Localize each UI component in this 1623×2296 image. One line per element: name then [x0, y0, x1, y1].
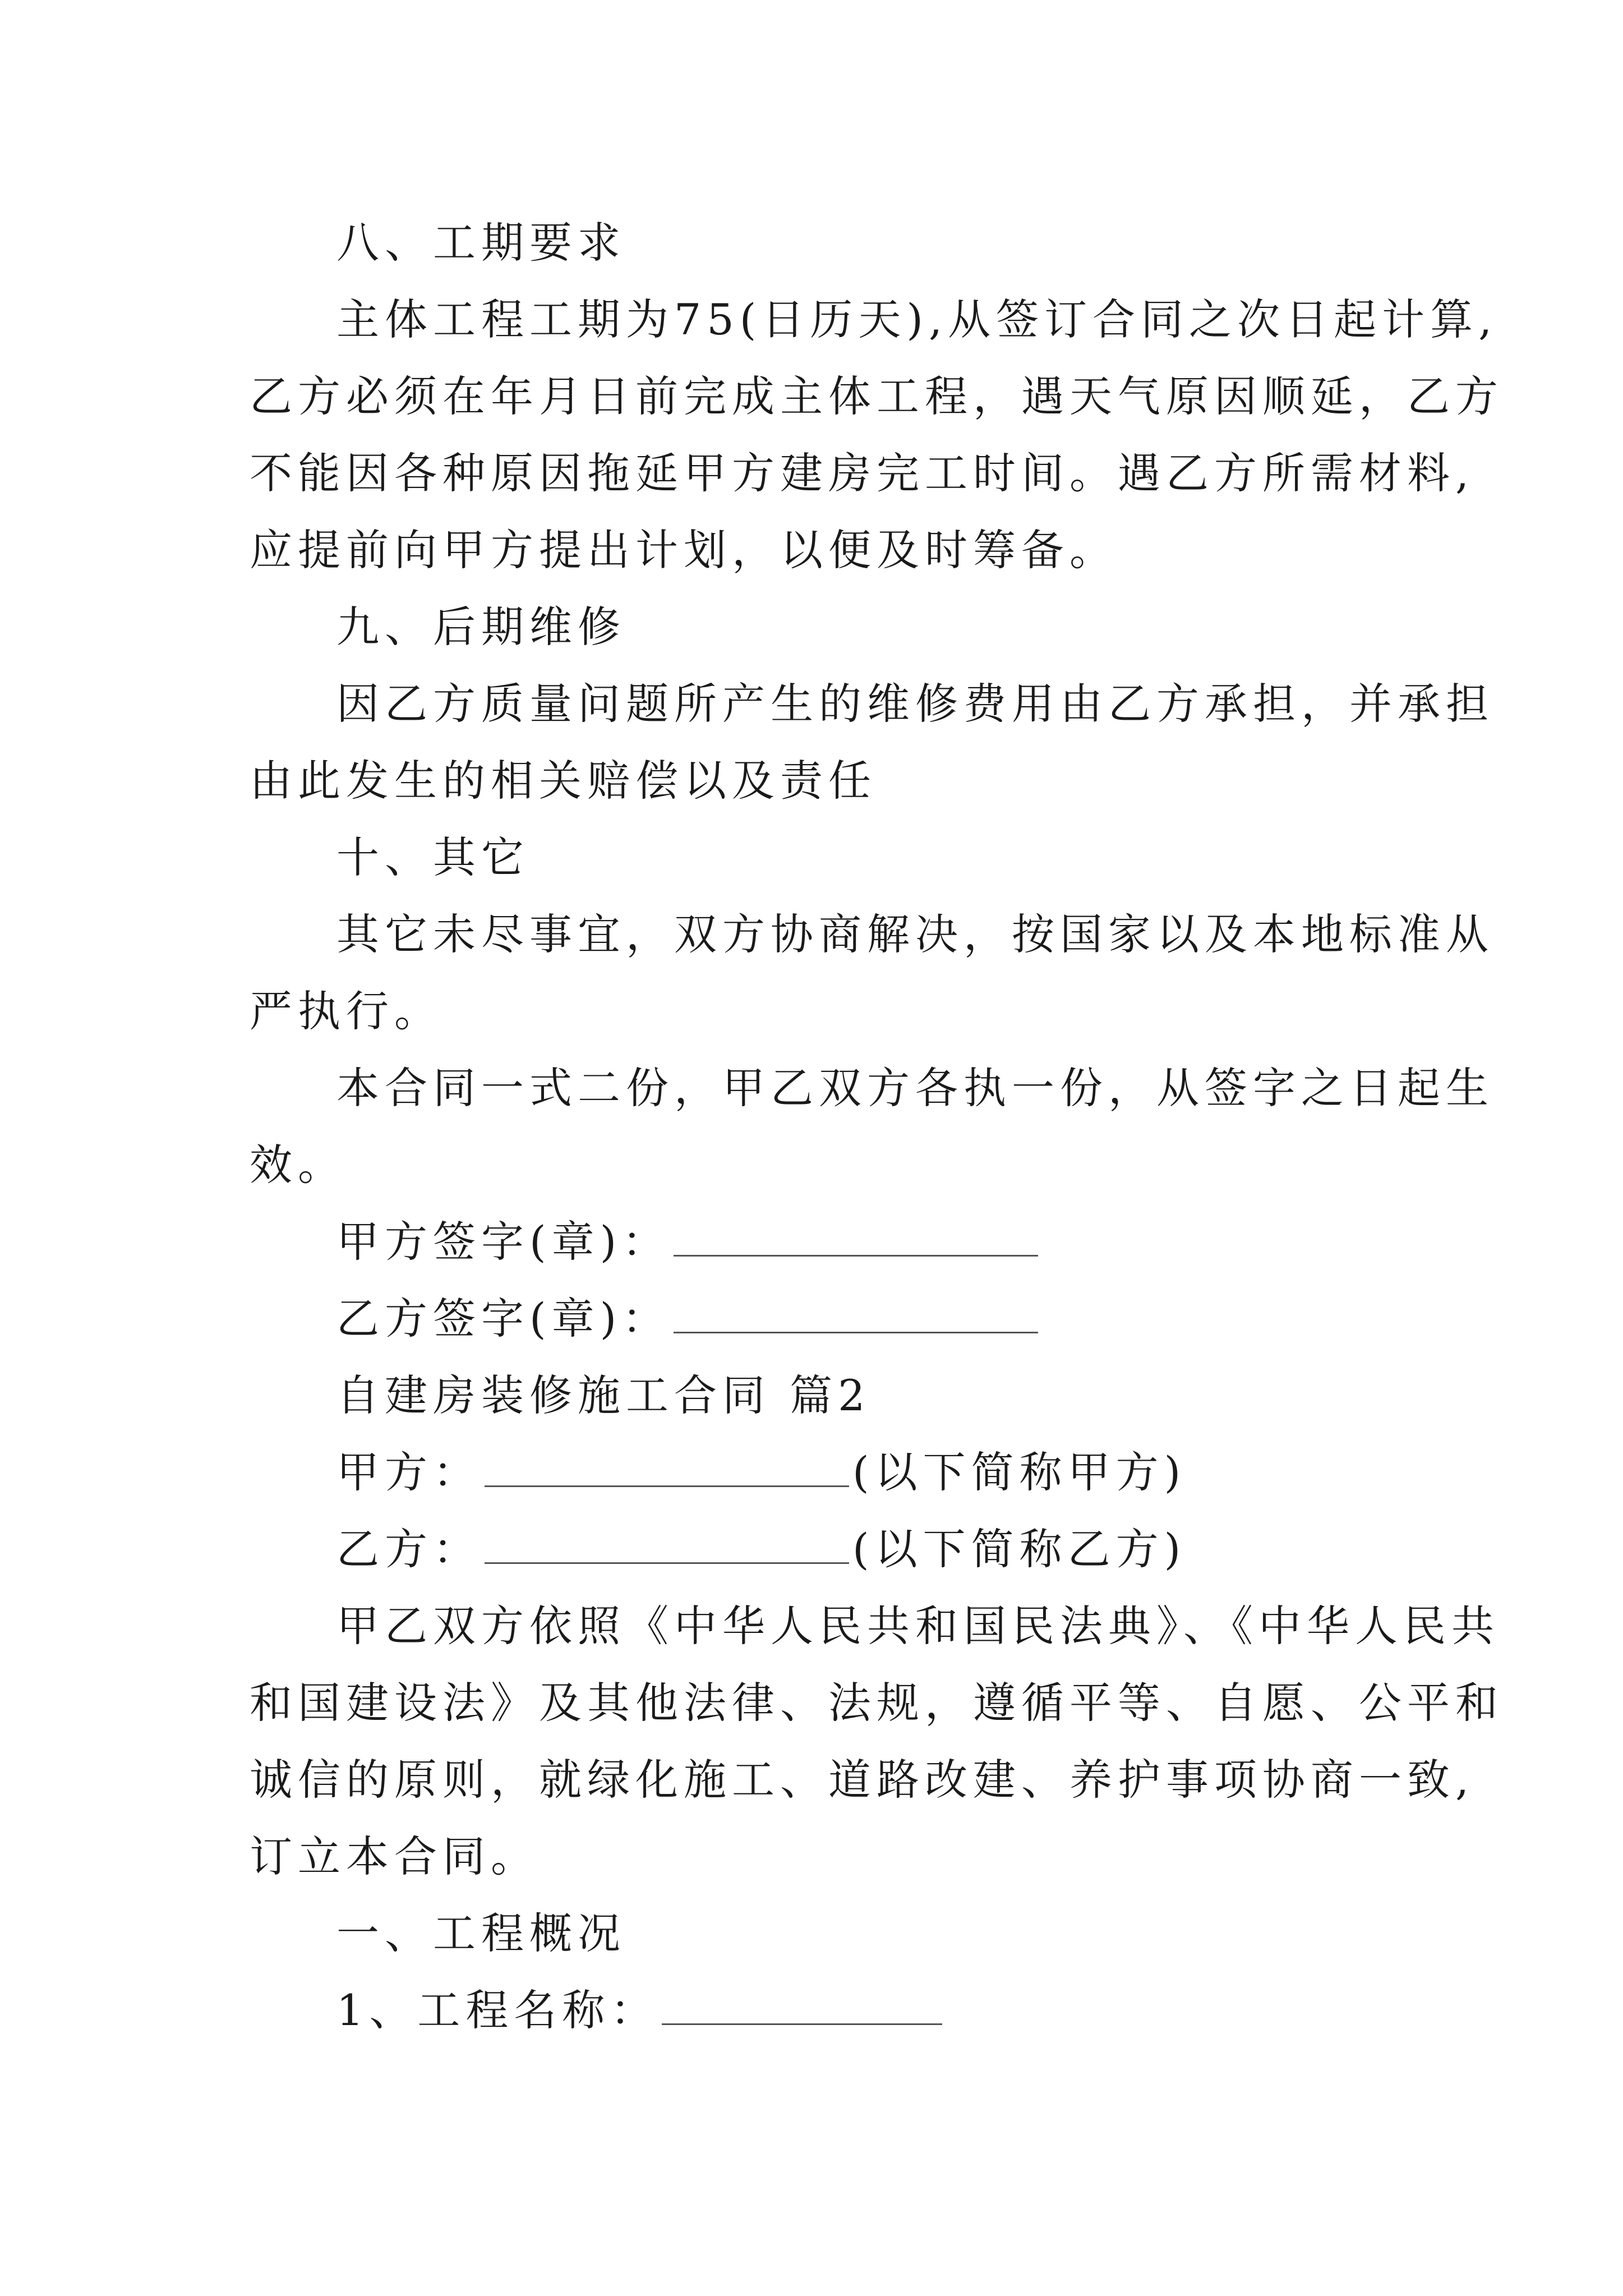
party-b-suffix: (以下简称乙方) — [852, 1524, 1187, 1574]
contract-2-title: 自建房装修施工合同 篇2 — [336, 1370, 871, 1420]
section-10-paragraph-line-2: 严执行。 — [250, 986, 442, 1036]
section-9-heading: 九、后期维修 — [336, 602, 626, 652]
section-9-paragraph-line-1: 因乙方质量问题所产生的维修费用由乙方承担，并承担 — [336, 679, 1494, 729]
party-a-suffix: (以下简称甲方) — [852, 1447, 1187, 1497]
party-b-name-blank — [485, 1529, 849, 1564]
copies-paragraph-line-1: 本合同一式二份，甲乙双方各执一份，从签字之日起生 — [336, 1063, 1494, 1113]
party-a-signature-label: 甲方签字(章)： — [336, 1217, 671, 1267]
preamble-line-4: 订立本合同。 — [250, 1832, 539, 1881]
party-a-label: 甲方： — [336, 1447, 481, 1497]
party-a-row — [336, 1446, 1186, 1499]
preamble-line-3: 诚信的原则，就绿化施工、道路改建、养护事项协商一致, — [250, 1755, 1475, 1805]
preamble-line-1: 甲乙双方依照《中华人民共和国民法典》、《中华人民共 — [336, 1601, 1500, 1651]
party-b-row — [336, 1522, 1186, 1576]
section-8-paragraph-line-1: 主体工程工期为75(日历天),从签订合同之次日起计算, — [336, 295, 1498, 344]
section-1-heading: 一、工程概况 — [336, 1908, 626, 1958]
project-name-blank — [662, 1990, 942, 2025]
party-b-label: 乙方： — [336, 1524, 481, 1574]
section-8-paragraph-line-3: 不能因各种原因拖延甲方建房完工时间。遇乙方所需材料, — [250, 448, 1475, 498]
section-10-heading: 十、其它 — [336, 832, 529, 882]
project-name-row — [336, 1984, 946, 2037]
party-b-signature-blank — [674, 1298, 1038, 1333]
section-9-paragraph-line-2: 由此发生的相关赔偿以及责任 — [250, 756, 877, 806]
section-10-paragraph-line-1: 其它未尽事宜，双方协商解决，按国家以及本地标准从 — [336, 909, 1494, 959]
party-b-signature-row — [336, 1292, 1041, 1346]
party-a-signature-row — [336, 1215, 1041, 1269]
party-b-signature-label: 乙方签字(章)： — [336, 1294, 671, 1343]
section-8-paragraph-line-4: 应提前向甲方提出计划，以便及时筹备。 — [250, 525, 1118, 575]
party-a-signature-blank — [674, 1221, 1038, 1257]
party-a-name-blank — [485, 1452, 849, 1487]
copies-paragraph-line-2: 效。 — [250, 1140, 346, 1190]
project-name-label: 1、工程名称： — [336, 1985, 659, 2035]
section-8-heading: 八、工期要求 — [336, 218, 626, 268]
section-8-paragraph-line-2: 乙方必须在年月日前完成主体工程，遇天气原因顺延，乙方 — [250, 371, 1504, 421]
preamble-line-2: 和国建设法》及其他法律、法规，遵循平等、自愿、公平和 — [250, 1678, 1504, 1728]
